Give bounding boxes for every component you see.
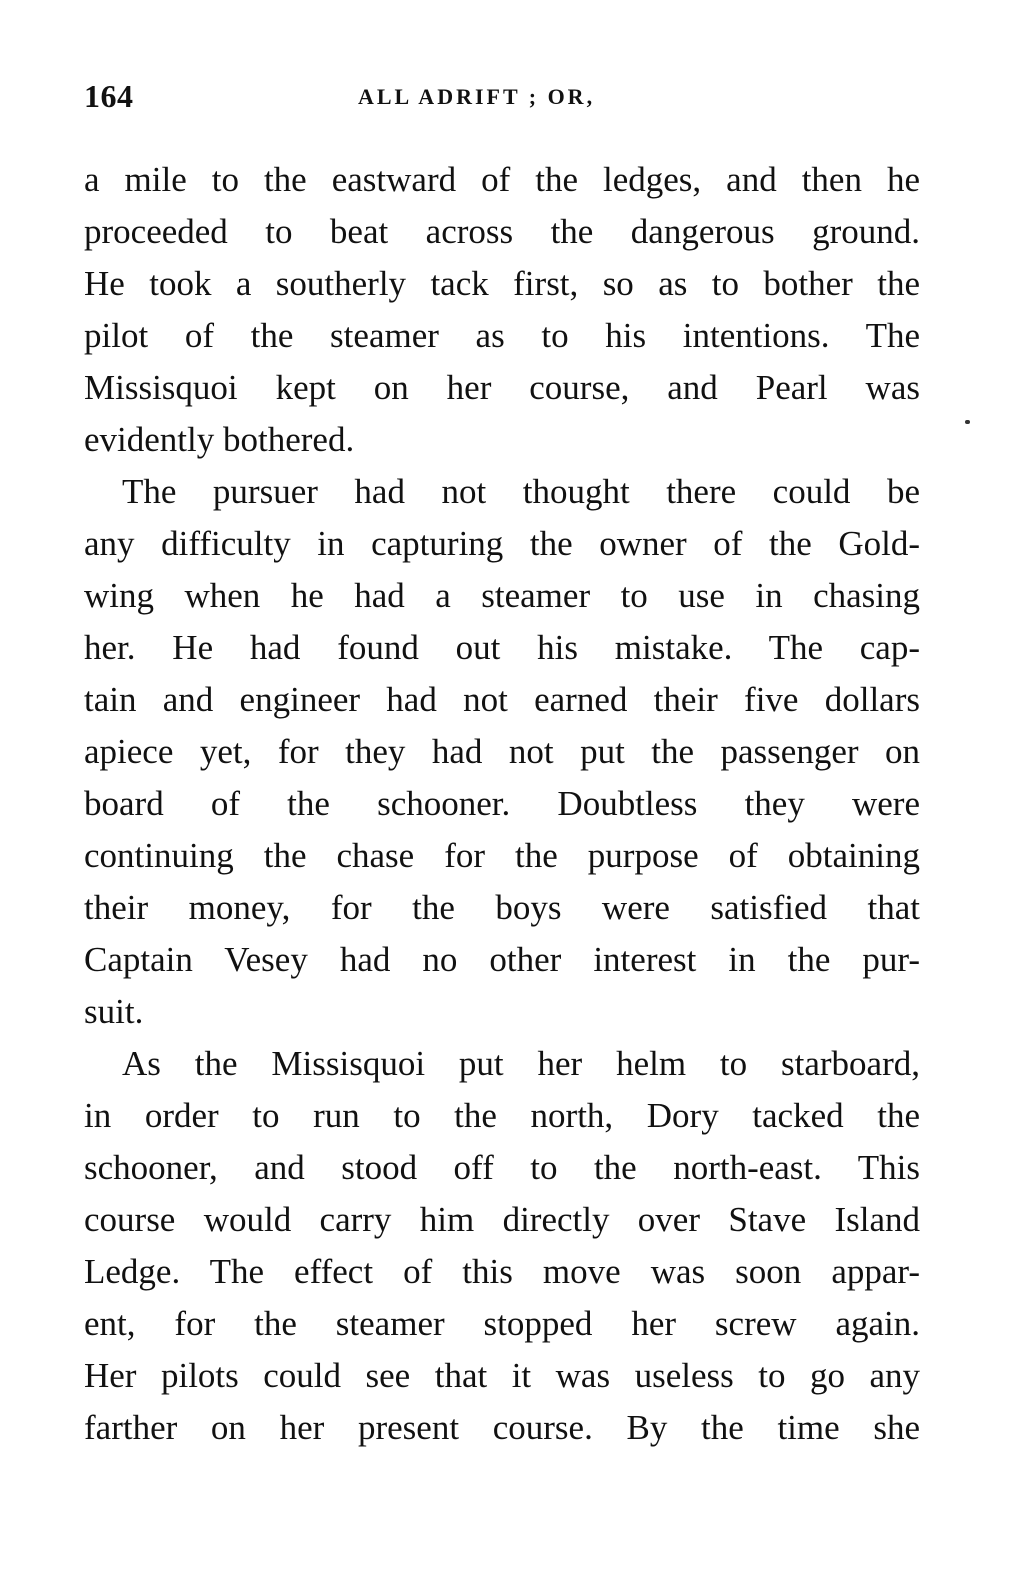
text-line: schooner, and stood off to the north-east. This [84, 1148, 920, 1187]
page-header [84, 78, 920, 118]
text-line: a mile to the eastward of the ledges, and then he [84, 160, 920, 199]
text-line: proceeded to beat across the dangerous ground. [84, 212, 920, 251]
text-line: wing when he had a steamer to use in chasing [84, 576, 920, 615]
text-line: course would carry him directly over Stave Island [84, 1200, 920, 1239]
text-line: any difficulty in capturing the owner of the Gold- [84, 524, 920, 563]
paragraph-start-line: The pursuer had not thought there could be [122, 472, 920, 511]
running-title: ALL ADRIFT ; OR, [358, 84, 596, 109]
text-line: her. He had found out his mistake. The cap- [84, 628, 920, 667]
text-line: in order to run to the north, Dory tacked the [84, 1096, 920, 1135]
text-line: ent, for the steamer stopped her screw again. [84, 1304, 920, 1343]
text-line: Her pilots could see that it was useless to go any [84, 1356, 920, 1395]
paragraph-start-line: As the Missisquoi put her helm to starboard, [122, 1044, 920, 1083]
text-line: suit. [84, 992, 144, 1031]
text-line: tain and engineer had not earned their five dollars [84, 680, 920, 719]
text-line: He took a southerly tack first, so as to bother the [84, 264, 920, 303]
text-line: Ledge. The effect of this move was soon appar- [84, 1252, 920, 1291]
text-line: board of the schooner. Doubtless they were [84, 784, 920, 823]
text-line: farther on her present course. By the time she [84, 1408, 920, 1447]
text-line: pilot of the steamer as to his intentions. The [84, 316, 920, 355]
text-line: Captain Vesey had no other interest in the pur- [84, 940, 920, 979]
text-line: continuing the chase for the purpose of obtaining [84, 836, 920, 875]
text-line: evidently bothered. [84, 420, 355, 459]
ink-speck [965, 420, 970, 424]
text-line: Missisquoi kept on her course, and Pearl was [84, 368, 920, 407]
text-line: apiece yet, for they had not put the passenger on [84, 732, 920, 771]
page-number: 164 [84, 78, 134, 114]
text-line: their money, for the boys were satisfied that [84, 888, 920, 927]
